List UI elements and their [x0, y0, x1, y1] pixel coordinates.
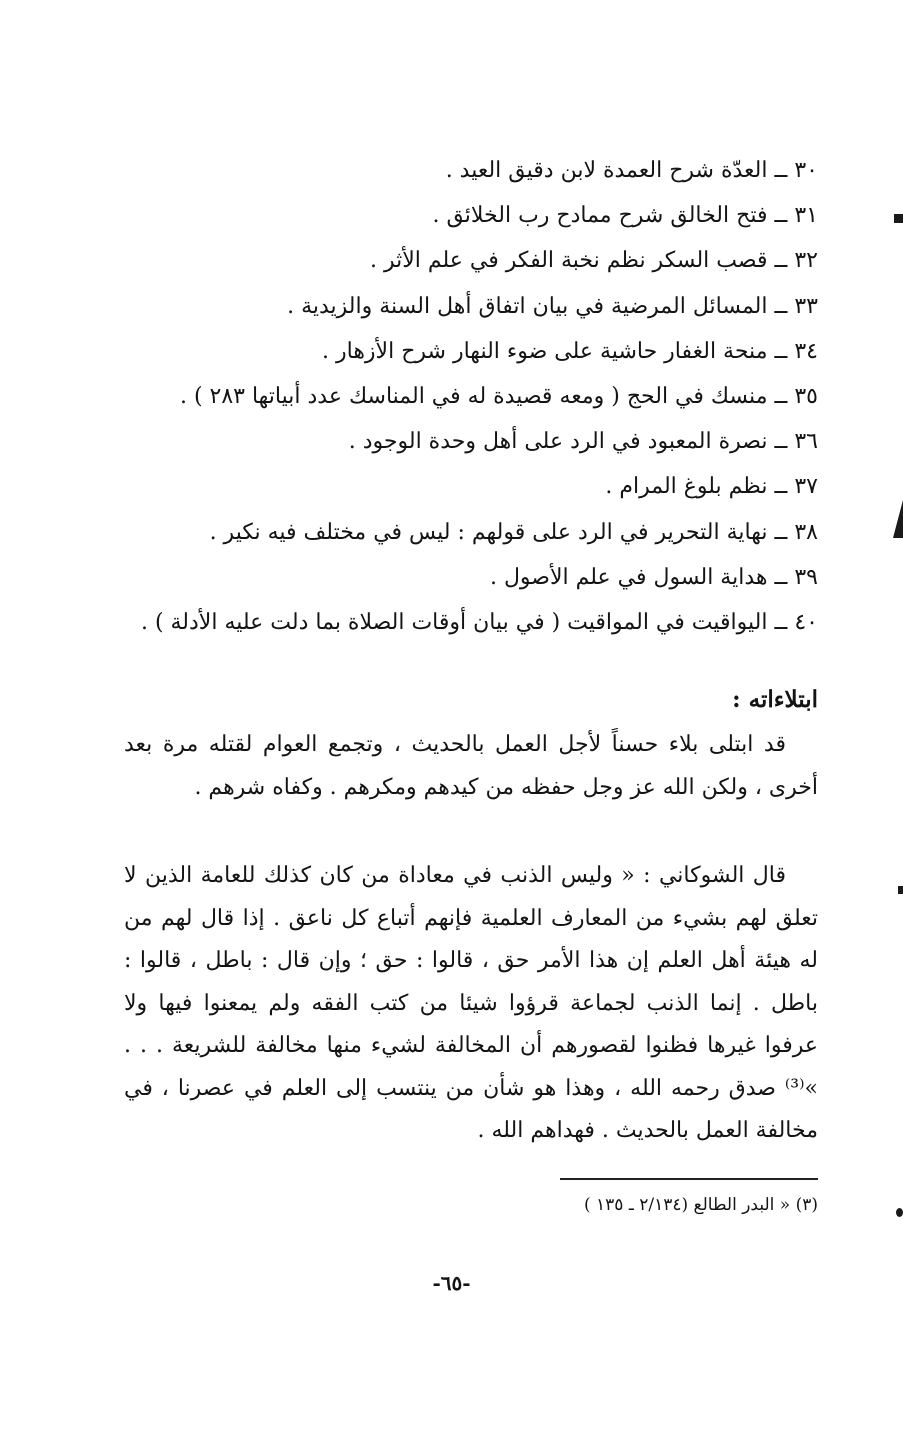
list-item: ٣٩ ــ هداية السول في علم الأصول . — [489, 564, 818, 590]
list-item: ٣١ ــ فتح الخالق شرح ممادح رب الخلائق . — [432, 203, 818, 229]
list-item: ٣٠ ــ العدّة شرح العمدة لابن دقيق العيد . — [445, 158, 818, 183]
edge-mark — [894, 214, 903, 223]
list-item: ٤٠ ــ اليواقيت في المواقيت ( في بيان أوقات الصلاة بما دلت عليه الأدلة ) . — [140, 609, 818, 635]
paragraph-trials: قد ابتلى بلاء حسناً لأجل العمل بالحديث ، وتجمع العوام لقتله مرة بعد أخرى ، ولكن الله عز وجل حفظه من كيدهم ومكرهم . وكفاه شرهم . — [124, 732, 818, 800]
list-item: ٣٨ ــ نهاية التحرير في الرد على قولهم : ليس في مختلف فيه نكير . — [209, 519, 818, 545]
edge-mark — [896, 1208, 903, 1217]
footnote: (٣) « البدر الطالع (٢/١٣٤ ـ ١٣٥ ) — [584, 1195, 818, 1215]
list-item: ٣٢ ــ قصب السكر نظم نخبة الفكر في علم الأثر . — [369, 248, 818, 274]
list-item: ٣٦ ــ نصرة المعبود في الرد على أهل وحدة الوجود . — [348, 429, 818, 455]
footnote-divider — [560, 1178, 818, 1180]
list-item: ٣٧ ــ نظم بلوغ المرام . — [605, 474, 818, 500]
paragraph-shawkani-quote: قال الشوكاني : « وليس الذنب في معاداة من كان كذلك للعامة الذين لا تعلق لهم بشيء من المعارف العلمية فإنهم أتباع كل ناعق . إذا قال لهم من له هيئة أهل العلم إن هذا الأمر حق ، قالوا : حق ؛ وإن قال : باطل ، قالوا : باطل . إنما الذنب لجماعة قرؤوا شيئا من كتب الفقه ولم يمعنوا فيها ولا عرفوا غيرها فظنوا لقصورهم أن المخالفة لشيء منها مخالفة للشريعة . . . »⁽³⁾ صدق رحمه الله ، وهذا هو شأن من ينتسب إلى العلم في عصرنا ، في مخالفة العمل بالحديث . فهداهم الله . — [124, 863, 818, 1143]
edge-mark — [893, 500, 903, 538]
edge-mark — [898, 886, 903, 894]
section-heading: ابتلاءاته : — [732, 686, 818, 713]
list-item: ٣٤ ــ منحة الغفار حاشية على ضوء النهار شرح الأزهار . — [322, 338, 818, 364]
book-list — [118, 148, 818, 645]
page-number: -٦٥- — [432, 1271, 471, 1295]
list-item: ٣٣ ــ المسائل المرضية في بيان اتفاق أهل السنة والزيدية . — [287, 293, 818, 319]
list-item: ٣٥ ــ منسك في الحج ( ومعه قصيدة له في المناسك عدد أبياتها ٢٨٣ ) . — [179, 383, 818, 409]
